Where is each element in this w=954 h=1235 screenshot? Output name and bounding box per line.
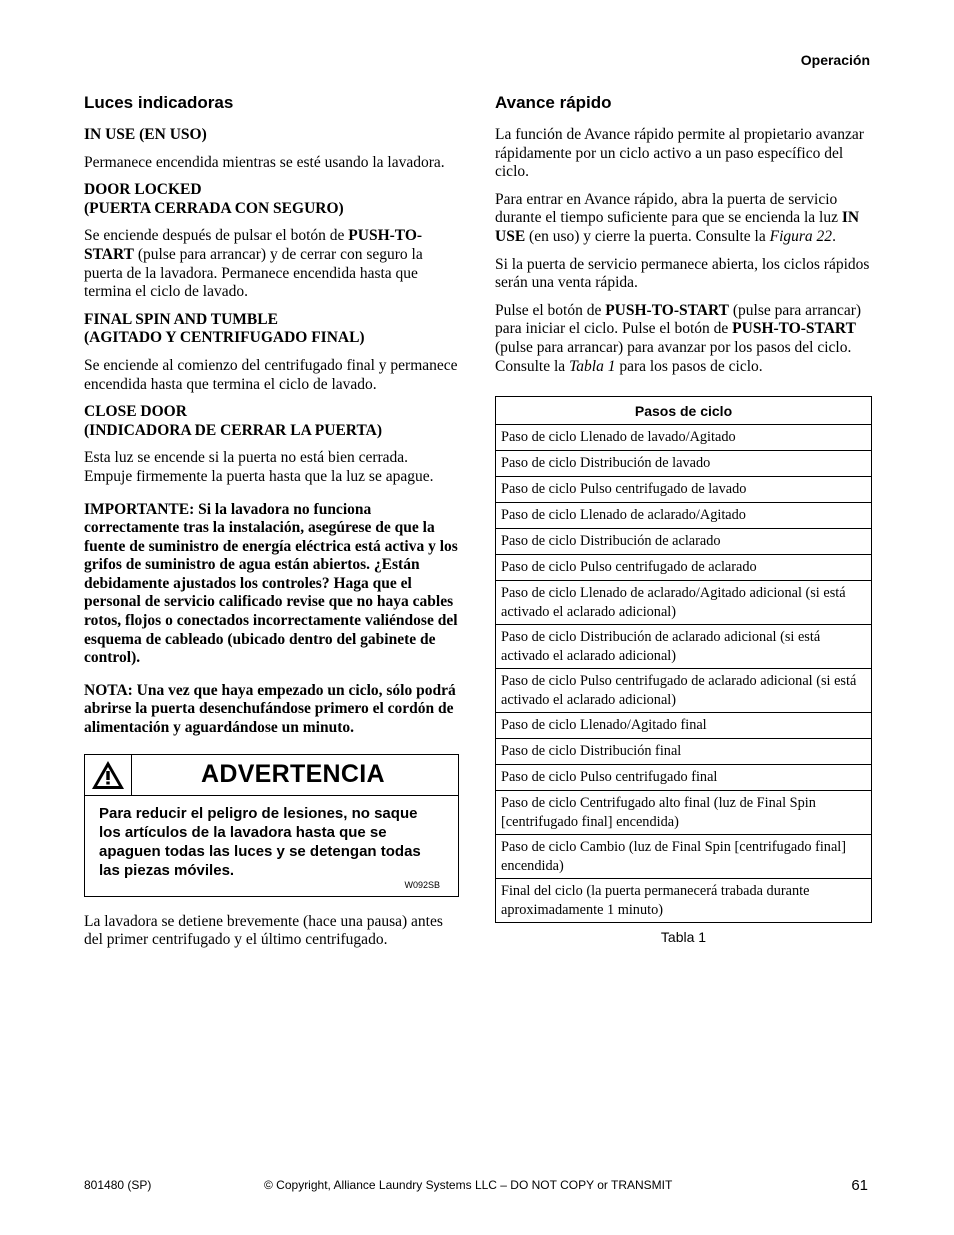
table-cell: Paso de ciclo Pulso centrifugado de aclarado adicional (si está activado el aclarado adicional) <box>496 669 872 713</box>
door-locked-title <box>84 181 460 218</box>
warning-text: Para reducir el peligro de lesiones, no saque los artículos de la lavadora hasta que se apaguen todas las luces y se detengan todas las piezas móviles. <box>99 804 421 879</box>
p4-bold1: PUSH-TO-START <box>605 301 729 319</box>
table-row <box>496 791 872 835</box>
table-row <box>496 555 872 581</box>
table-header: Pasos de ciclo <box>496 397 872 425</box>
warning-body <box>85 796 458 896</box>
table-row <box>496 451 872 477</box>
final-spin-text: Se enciende al comienzo del centrifugado final y permanece encendida hasta que termina el ciclo de lavado. <box>84 356 458 393</box>
door-locked-text-1: Se enciende después de pulsar el botón de <box>84 227 349 245</box>
warning-title: ADVERTENCIA <box>201 760 385 789</box>
table-cell: Paso de ciclo Distribución de aclarado <box>496 529 872 555</box>
table-cell: Paso de ciclo Centrifugado alto final (luz de Final Spin [centrifugado final] encendida) <box>496 791 872 835</box>
warning-icon-cell <box>85 755 132 795</box>
door-locked-title-2: (PUERTA CERRADA CON SEGURO) <box>84 199 344 217</box>
final-spin-title-2: (AGITADO Y CENTRIFUGADO FINAL) <box>84 329 365 347</box>
warning-code: W092SB <box>404 879 440 890</box>
final-spin-title <box>84 311 460 348</box>
table-row <box>496 477 872 503</box>
table-row <box>496 765 872 791</box>
table-cell: Paso de ciclo Llenado de lavado/Agitado <box>496 425 872 451</box>
table-cell: Paso de ciclo Distribución final <box>496 739 872 765</box>
table-cell: Paso de ciclo Distribución de lavado <box>496 451 872 477</box>
door-locked-text-2: (pulse para arrancar) y de cerrar con seguro la puerta de la lavadora. Permanece encendida hasta que termina el ciclo de lavado. <box>84 245 423 301</box>
warning-header <box>85 755 458 796</box>
table-cell: Paso de ciclo Pulso centrifugado de lavado <box>496 477 872 503</box>
footer-page-number: 61 <box>851 1177 868 1194</box>
table-row <box>496 425 872 451</box>
table-cell: Paso de ciclo Cambio (luz de Final Spin [centrifugado final] encendida) <box>496 835 872 879</box>
p2-c: . <box>832 227 836 245</box>
table-row <box>496 713 872 739</box>
table-row <box>496 503 872 529</box>
p2-italic: Figura 22 <box>769 227 833 245</box>
left-column <box>84 93 460 959</box>
table-cell: Paso de ciclo Distribución de aclarado adicional (si está activado el aclarado adicional) <box>496 625 872 669</box>
p4-d: para los pasos de ciclo. <box>615 357 763 375</box>
table-cell: Paso de ciclo Pulso centrifugado de aclarado <box>496 555 872 581</box>
table-row <box>496 581 872 625</box>
close-door-title-1: CLOSE DOOR <box>84 403 187 421</box>
section-header: Operación <box>800 52 870 68</box>
final-spin-title-1: FINAL SPIN AND TUMBLE <box>84 310 278 328</box>
table-caption: Tabla 1 <box>660 929 707 946</box>
warning-triangle-icon <box>91 760 125 790</box>
table-cell: Paso de ciclo Pulso centrifugado final <box>496 765 872 791</box>
quick-advance-p2 <box>495 191 872 247</box>
table-cell: Paso de ciclo Llenado/Agitado final <box>496 713 872 739</box>
right-column <box>495 93 872 945</box>
table-row <box>496 739 872 765</box>
quick-advance-p1: La función de Avance rápido permite al propietario avanzar rápidamente por un ciclo activo a un paso específico del ciclo. <box>495 126 864 181</box>
table-row <box>496 669 872 713</box>
quick-advance-p4 <box>495 302 872 376</box>
p2-a: Para entrar en Avance rápido, abra la puerta de servicio durante el tiempo suficiente para que se encienda la luz <box>495 190 842 227</box>
p4-a: Pulse el botón de <box>495 301 606 319</box>
p2-bold: IN USE <box>495 209 860 245</box>
footer-copyright: © Copyright, Alliance Laundry Systems LLC – DO NOT COPY or TRANSMIT <box>264 1178 673 1192</box>
door-locked-title-1: DOOR LOCKED <box>84 181 202 199</box>
heading-quick-advance: Avance rápido <box>495 93 612 112</box>
warning-box <box>84 754 459 897</box>
table-row <box>496 625 872 669</box>
door-locked-text <box>84 227 460 301</box>
table-row <box>496 529 872 555</box>
door-locked-bold: PUSH-TO-START <box>84 227 423 263</box>
close-door-text: Esta luz se encende si la puerta no está bien cerrada. Empuje firmemente la puerta hasta que la luz se apague. <box>84 449 434 485</box>
p4-italic: Tabla 1 <box>569 357 616 375</box>
p4-b: (pulse para arrancar) para iniciar el ciclo. Pulse el botón de <box>495 301 862 338</box>
heading-indicator-lights: Luces indicadoras <box>84 93 234 112</box>
nota-note: NOTA: Una vez que haya empezado un ciclo, sólo podrá abrirse la puerta desenchufándose primero el cordón de alimentación y aguardándose un minuto. <box>84 681 456 737</box>
table-row <box>496 879 872 923</box>
table-row <box>496 835 872 879</box>
table-cell: Paso de ciclo Llenado de aclarado/Agitado adicional (si está activado el aclarado adicional) <box>496 581 872 625</box>
table-cell: Paso de ciclo Llenado de aclarado/Agitado <box>496 503 872 529</box>
p2-b: (en uso) y cierre la puerta. Consulte la <box>525 227 770 245</box>
in-use-text: Permanece encendida mientras se esté usando la lavadora. <box>84 153 445 171</box>
p4-c: (pulse para arrancar) para avanzar por los pasos del ciclo. Consulte la <box>495 338 852 375</box>
p4-bold2: PUSH-TO-START <box>732 320 856 338</box>
footer-doc-number: 801480 (SP) <box>84 1178 152 1192</box>
closing-text: La lavadora se detiene brevemente (hace una pausa) antes del primer centrifugado y el último centrifugado. <box>84 912 443 949</box>
close-door-title-2: (INDICADORA DE CERRAR LA PUERTA) <box>84 421 382 439</box>
quick-advance-p3: Si la puerta de servicio permanece abierta, los ciclos rápidos serán una venta rápida. <box>495 255 870 292</box>
close-door-title <box>84 403 460 440</box>
in-use-title: IN USE (EN USO) <box>84 126 207 143</box>
table-cell: Final del ciclo (la puerta permanecerá trabada durante aproximadamente 1 minuto) <box>496 879 872 923</box>
important-note: IMPORTANTE: Si la lavadora no funciona correctamente tras la instalación, asegúrese de que la fuente de suministro de energía eléctrica está activa y los grifos de suministro de agua están abiertos. ¿Están debidamente ajustados los controles? Haga que el personal de servicio calificado revise que no haya cables rotos, flojos o conectados incorrectamente valiéndose del esquema de cableado (ubicado dentro del gabinete de control). <box>84 500 458 667</box>
cycle-steps-table <box>495 396 872 923</box>
